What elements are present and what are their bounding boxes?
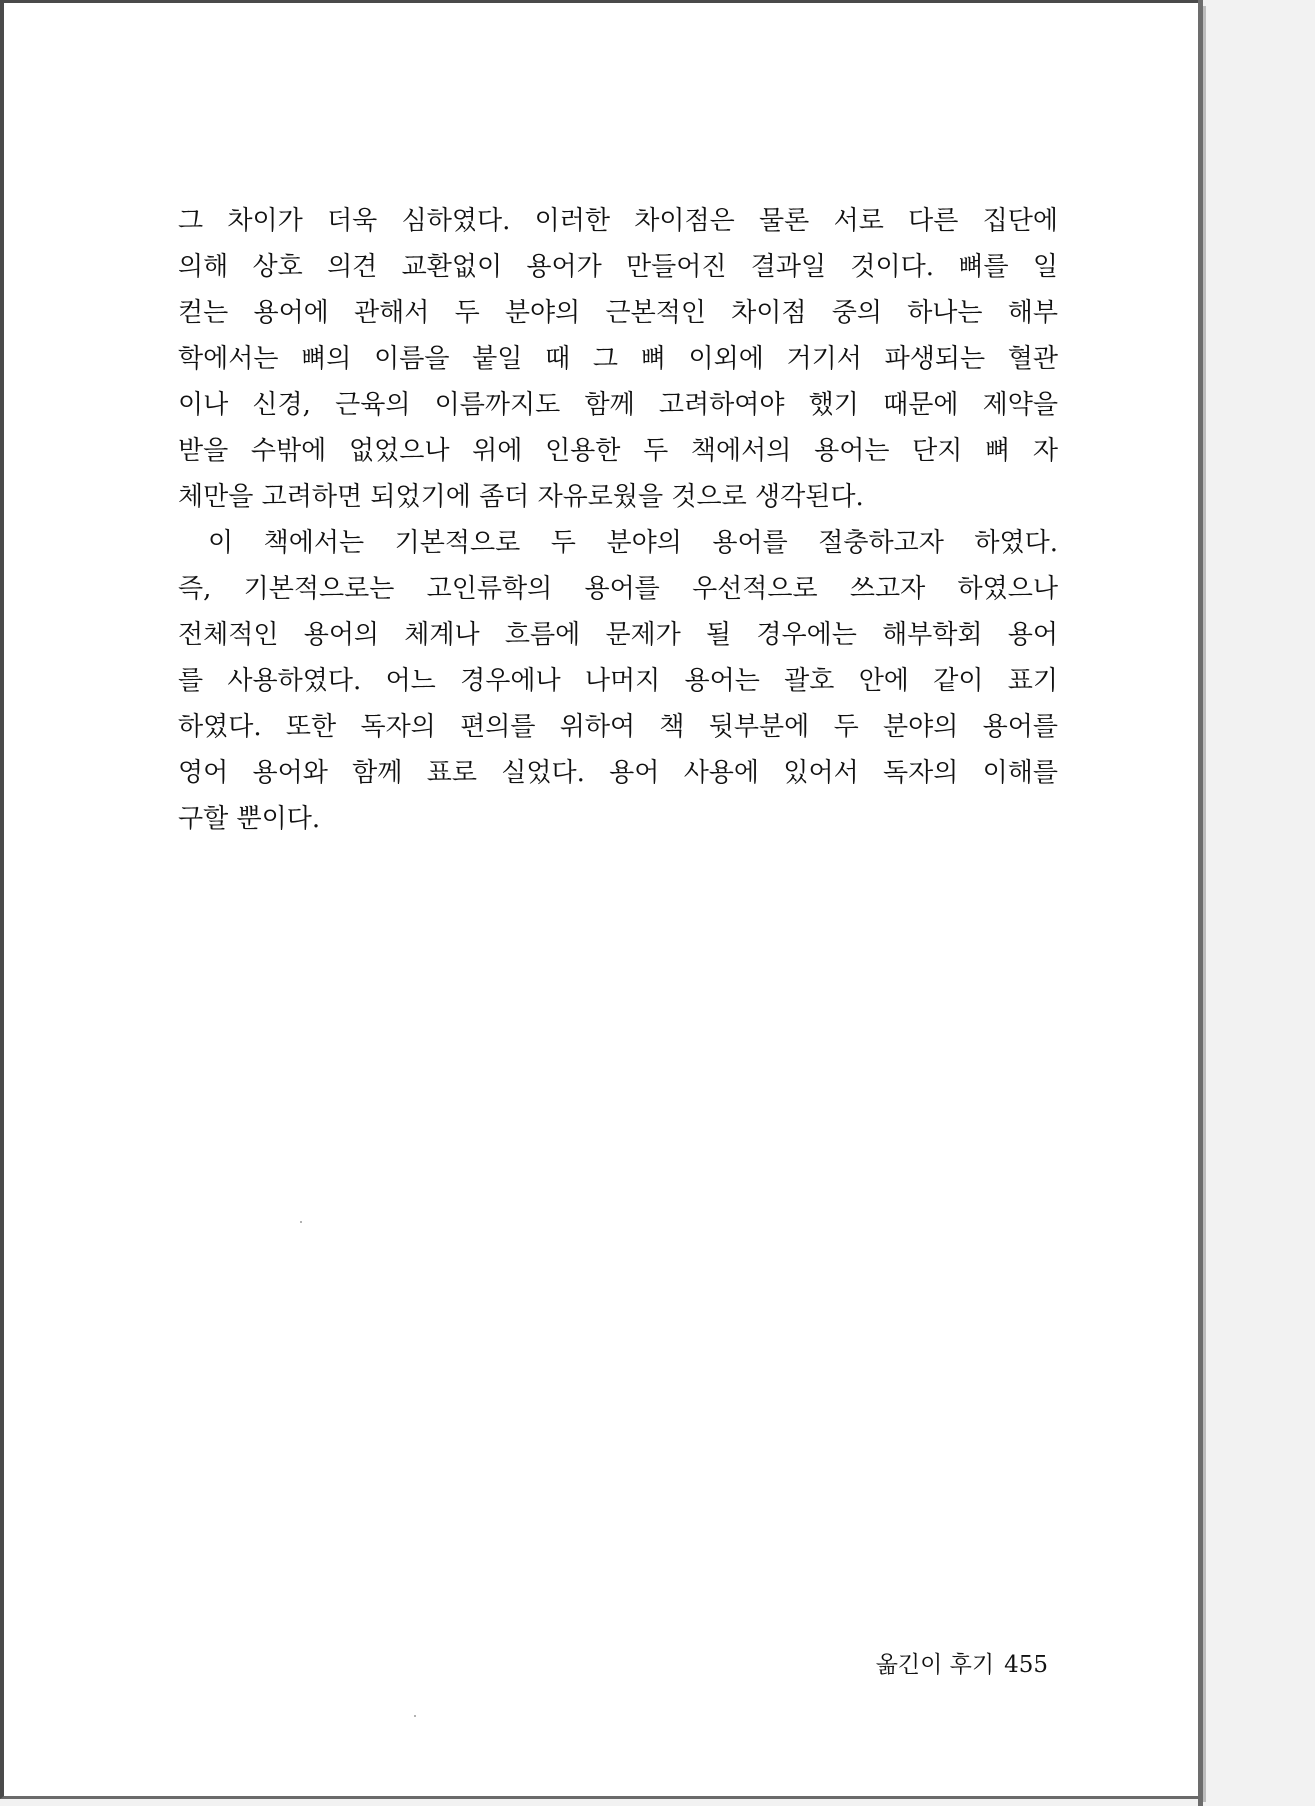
text-line: 받을 수밖에 없었으나 위에 인용한 두 책에서의 용어는 단지 뼈 자 xyxy=(178,436,1058,466)
text-line: 영어 용어와 함께 표로 실었다. 용어 사용에 있어서 독자의 이해를 xyxy=(178,758,1058,788)
text-line: 컫는 용어에 관해서 두 분야의 근본적인 차이점 중의 하나는 해부 xyxy=(178,298,1058,328)
text-line: 구할 뿐이다. xyxy=(178,804,321,834)
section-title: 옮긴이 후기 xyxy=(875,1652,995,1678)
text-line: 전체적인 용어의 체계나 흐름에 문제가 될 경우에는 해부학회 용어 xyxy=(178,620,1058,650)
running-footer xyxy=(876,1646,1048,1679)
text-line: 이나 신경, 근육의 이름까지도 함께 고려하여야 했기 때문에 제약을 xyxy=(178,390,1058,420)
text-line: 하였다. 또한 독자의 편의를 위하여 책 뒷부분에 두 분야의 용어를 xyxy=(178,712,1058,742)
text-line: 를 사용하였다. 어느 경우에나 나머지 용어는 괄호 안에 같이 표기 xyxy=(178,666,1058,696)
text-line: 이 책에서는 기본적으로 두 분야의 용어를 절충하고자 하였다. xyxy=(208,528,1058,558)
paragraph-2 xyxy=(178,520,1058,842)
page-edge-highlight xyxy=(1203,6,1206,1802)
text-line: 그 차이가 더욱 심하였다. 이러한 차이점은 물론 서로 다른 집단에 xyxy=(178,206,1058,236)
text-line: 체만을 고려하면 되었기에 좀더 자유로웠을 것으로 생각된다. xyxy=(178,482,864,512)
text-line: 의해 상호 의견 교환없이 용어가 만들어진 결과일 것이다. 뼈를 일 xyxy=(178,252,1058,282)
text-line: 학에서는 뼈의 이름을 붙일 때 그 뼈 이외에 거기서 파생되는 혈관 xyxy=(178,344,1058,374)
page-number: 455 xyxy=(1004,1652,1048,1678)
paragraph-1 xyxy=(178,198,1058,520)
scan-speck xyxy=(300,1221,302,1223)
body-text xyxy=(178,198,1058,842)
scan-speck xyxy=(414,1715,416,1717)
text-line: 즉, 기본적으로는 고인류학의 용어를 우선적으로 쓰고자 하였으나 xyxy=(178,574,1058,604)
